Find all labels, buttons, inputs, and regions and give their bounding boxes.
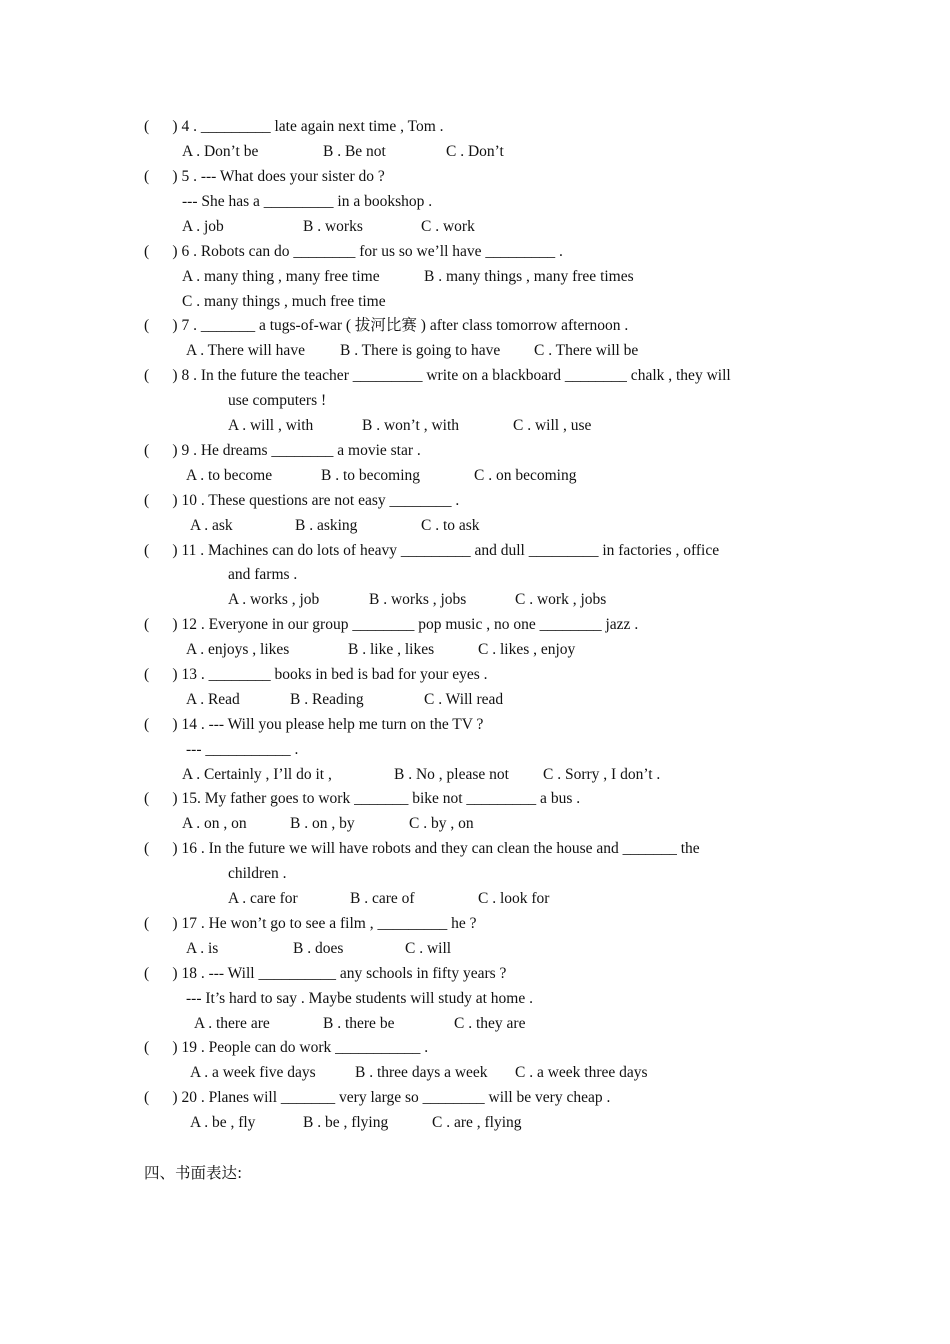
option-a: A . job (182, 218, 224, 235)
option-a: A . to become (186, 467, 273, 484)
option-a: A . Read (186, 691, 240, 708)
question-16-continued: children . (228, 865, 287, 882)
option-b: B . asking (295, 517, 358, 534)
question-13: ( ) 13 . ________ books in bed is bad for your eyes . (144, 666, 488, 683)
option-a: A . be , fly (190, 1114, 256, 1131)
option-b: B . No , please not (394, 766, 509, 783)
section-heading: 四、书面表达: (144, 1164, 243, 1182)
option-c: C . Don’t (446, 143, 504, 160)
question-7: ( ) 7 . _______ a tugs-of-war ( 拔河比赛 ) after class tomorrow afternoon . (144, 317, 629, 334)
option-a: A . on , on (182, 815, 247, 832)
question-8-continued: use computers ! (228, 392, 327, 409)
option-c: C . a week three days (515, 1064, 648, 1081)
option-c: C . will (405, 940, 452, 957)
option-c: C . likes , enjoy (478, 641, 576, 658)
option-a: A . Don’t be (182, 143, 259, 160)
option-c: C . look for (478, 890, 550, 907)
option-b: B . care of (350, 890, 415, 907)
option-c: C . are , flying (432, 1114, 522, 1131)
option-b: B . three days a week (355, 1064, 488, 1081)
question-11-continued: and farms . (228, 566, 298, 583)
question-16: ( ) 16 . In the future we will have robots and they can clean the house and _______ the (144, 840, 700, 857)
question-10: ( ) 10 . These questions are not easy ________ . (144, 492, 460, 509)
question-14: ( ) 14 . --- Will you please help me turn on the TV ? (144, 716, 484, 733)
option-c: C . work , jobs (515, 591, 607, 608)
option-c: C . will , use (513, 417, 592, 434)
option-b: B . works , jobs (369, 591, 467, 608)
option-b: B . Reading (290, 691, 364, 708)
option-b: B . to becoming (321, 467, 421, 484)
question-12: ( ) 12 . Everyone in our group ________ pop music , no one ________ jazz . (144, 616, 639, 633)
question-4: ( ) 4 . _________ late again next time , Tom . (144, 118, 444, 135)
question-5-dialogue: --- She has a _________ in a bookshop . (182, 193, 433, 210)
option-b: B . won’t , with (362, 417, 460, 434)
option-c: C . by , on (409, 815, 474, 832)
option-c: C . work (421, 218, 475, 235)
option-c: C . they are (454, 1015, 526, 1032)
option-a: A . ask (190, 517, 233, 534)
option-a: A . will , with (228, 417, 314, 434)
option-b: B . Be not (323, 143, 386, 160)
question-8: ( ) 8 . In the future the teacher _________ write on a blackboard ________ chalk , they will (144, 367, 731, 384)
question-14-dialogue: --- ___________ . (186, 741, 299, 758)
option-a: A . works , job (228, 591, 320, 608)
option-b: B . does (293, 940, 344, 957)
option-c: C . Sorry , I don’t . (543, 766, 661, 783)
option-c: C . many things , much free time (182, 293, 386, 310)
question-17: ( ) 17 . He won’t go to see a film , _________ he ? (144, 915, 477, 932)
question-11: ( ) 11 . Machines can do lots of heavy _________ and dull _________ in factories , office (144, 542, 720, 559)
question-5: ( ) 5 . --- What does your sister do ? (144, 168, 385, 185)
option-b: B . many things , many free times (424, 268, 634, 285)
option-a: A . a week five days (190, 1064, 316, 1081)
option-b: B . be , flying (303, 1114, 389, 1131)
question-19: ( ) 19 . People can do work ___________ . (144, 1039, 429, 1056)
option-c: C . There will be (534, 342, 639, 359)
option-b: B . works (303, 218, 363, 235)
option-b: B . there be (323, 1015, 395, 1032)
option-c: C . Will read (424, 691, 504, 708)
option-c: C . on becoming (474, 467, 577, 484)
option-a: A . Certainly , I’ll do it , (182, 766, 332, 783)
option-b: B . on , by (290, 815, 355, 832)
question-18-dialogue: --- It’s hard to say . Maybe students will study at home . (186, 990, 533, 1007)
question-18: ( ) 18 . --- Will __________ any schools in fifty years ? (144, 965, 507, 982)
question-9: ( ) 9 . He dreams ________ a movie star . (144, 442, 421, 459)
option-a: A . there are (194, 1015, 270, 1032)
option-a: A . is (186, 940, 219, 957)
option-c: C . to ask (421, 517, 480, 534)
question-15: ( ) 15. My father goes to work _______ bike not _________ a bus . (144, 790, 581, 807)
option-a: A . care for (228, 890, 298, 907)
question-6: ( ) 6 . Robots can do ________ for us so we’ll have _________ . (144, 243, 563, 260)
question-20: ( ) 20 . Planes will _______ very large so ________ will be very cheap . (144, 1089, 611, 1106)
option-a: A . enjoys , likes (186, 641, 290, 658)
option-b: B . There is going to have (340, 342, 501, 359)
option-b: B . like , likes (348, 641, 435, 658)
option-a: A . many thing , many free time (182, 268, 380, 285)
option-a: A . There will have (186, 342, 305, 359)
